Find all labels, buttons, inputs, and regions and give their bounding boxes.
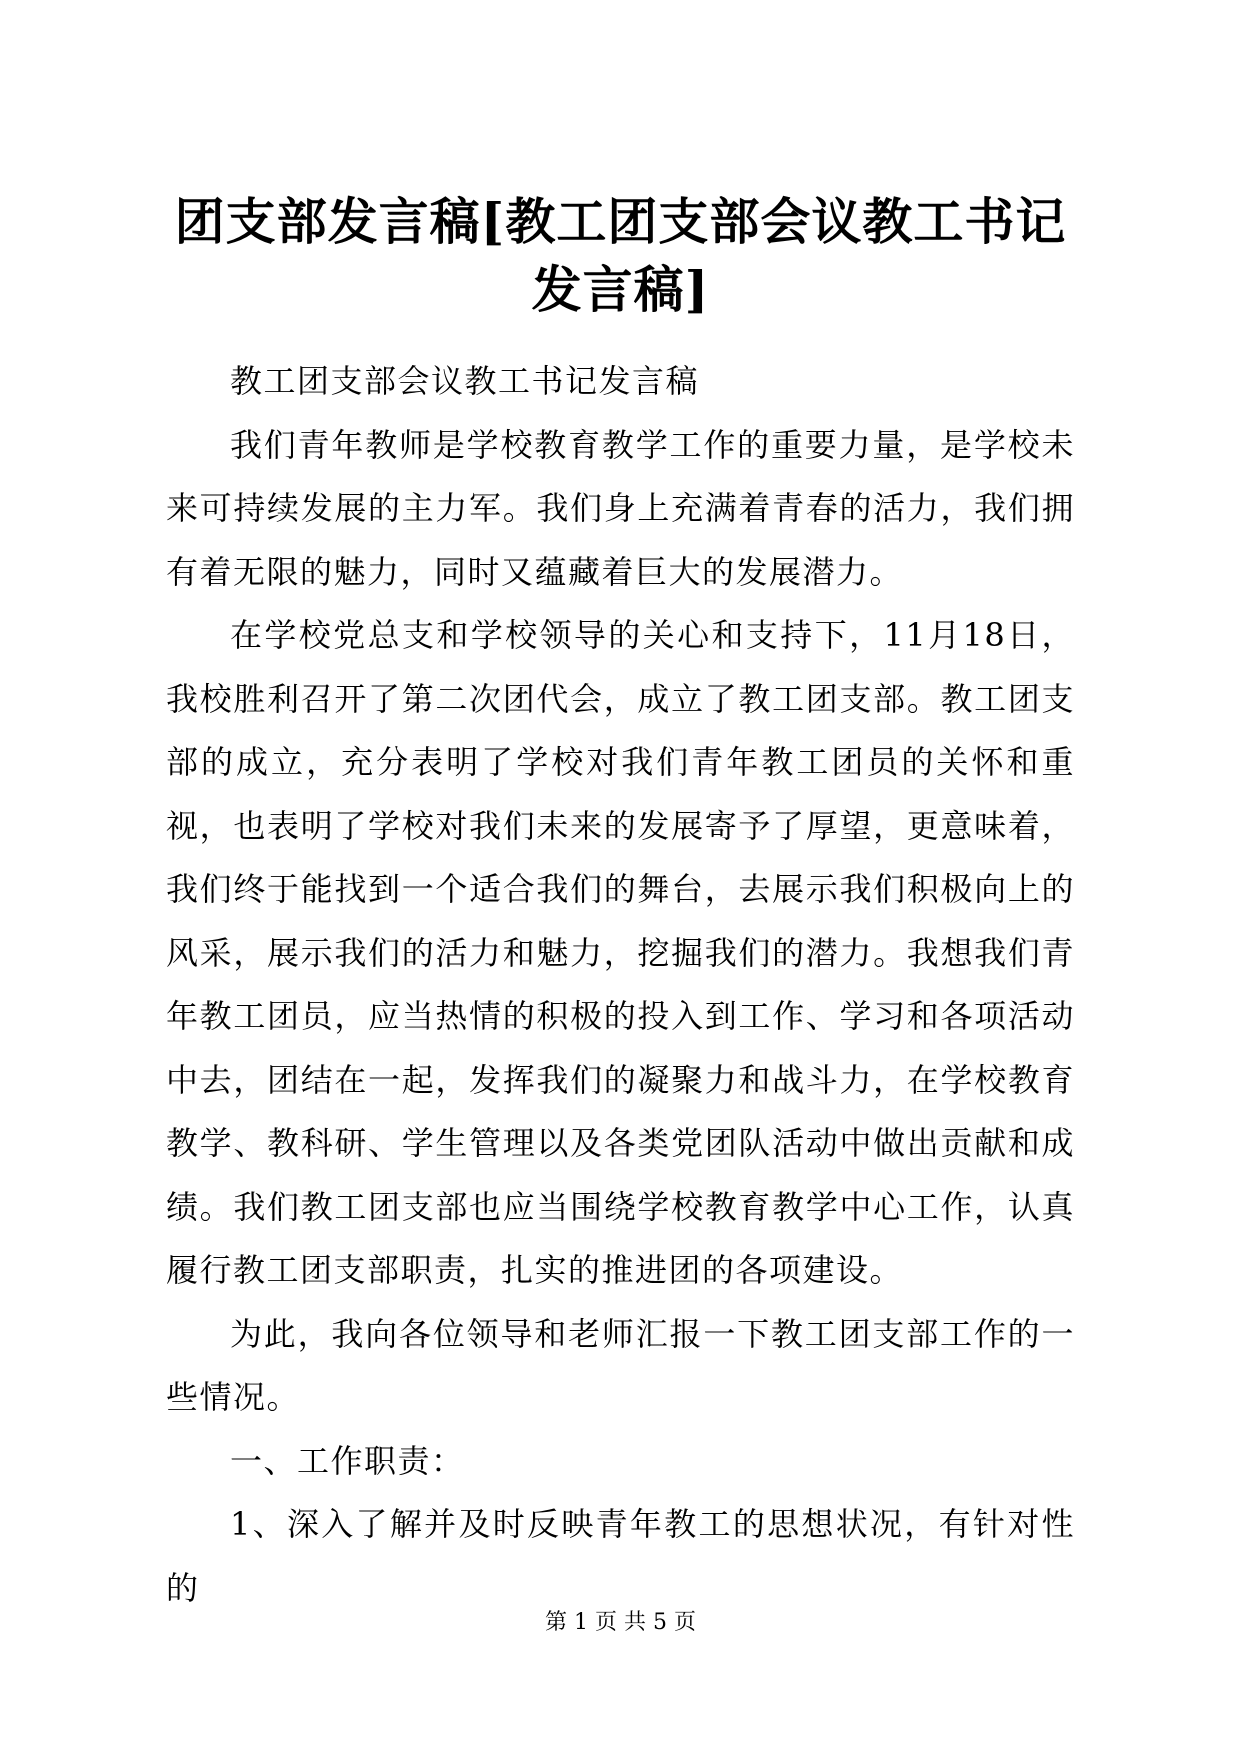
document-title: 团支部发言稿[教工团支部会议教工书记发言稿] [174, 192, 1067, 319]
section-heading: 一、工作职责： [230, 1441, 465, 1480]
paragraph: 1、深入了解并及时反映青年教工的思想状况，有针对性的 [166, 1505, 1075, 1607]
document-body [166, 350, 1075, 1620]
paragraph: 我们青年教师是学校教育教学工作的重要力量，是学校未来可持续发展的主力军。我们身上充满着青春的活力，我们拥有着无限的魅力，同时又蕴藏着巨大的发展潜力。 [166, 425, 1075, 591]
paragraph-subtitle: 教工团支部会议教工书记发言稿 [230, 362, 700, 400]
page-footer: 第 1 页 共 5 页 [545, 1610, 696, 1635]
paragraph: 在学校党总支和学校领导的关心和支持下，11月18日，我校胜利召开了第二次团代会，成立了教工团支部。教工团支部的成立，充分表明了学校对我们青年教工团员的关怀和重视，也表明了学校对我们未来的发展寄予了厚望，更意味着，我们终于能找到一个适合我们的舞台，去展示我们积极向上的风采，展示我们的活力和魅力，挖掘我们的潜力。我想我们青年教工团员，应当热情的积极的投入到工作、学习和各项活动中去，团结在一起，发挥我们的凝聚力和战斗力，在学校教育教学、教科研、学生管理以及各类党团队活动中做出贡献和成绩。我们教工团支部也应当围绕学校教育教学中心工作，认真履行教工团支部职责，扎实的推进团的各项建设。 [166, 616, 1075, 1289]
paragraph: 为此，我向各位领导和老师汇报一下教工团支部工作的一些情况。 [166, 1314, 1075, 1416]
